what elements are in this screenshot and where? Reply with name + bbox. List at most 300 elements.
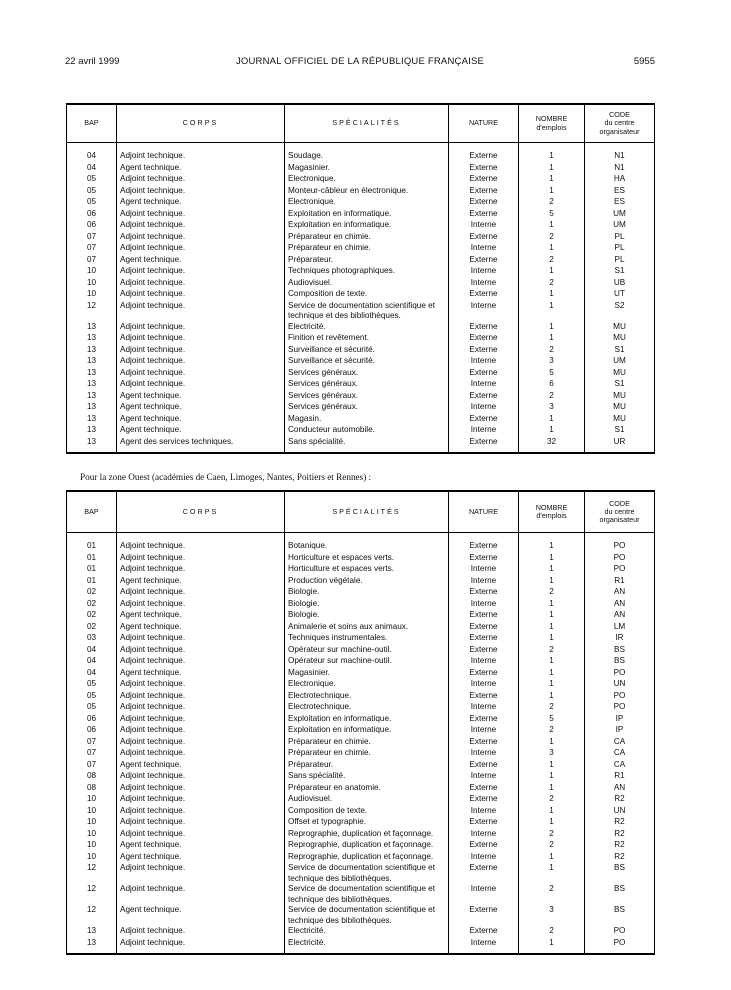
positions-table-1 xyxy=(66,103,655,454)
code-cell: BS xyxy=(585,656,655,668)
bap-cell: 10 xyxy=(67,817,117,829)
nombre-cell: 2 xyxy=(519,725,585,737)
col-header-nature: NATURE xyxy=(449,491,519,533)
specialite-cell: Exploitation en informatique. xyxy=(285,220,449,232)
nature-cell: Externe xyxy=(449,691,519,703)
table-row xyxy=(67,553,655,565)
corps-cell: Adjoint technique. xyxy=(117,938,285,950)
code-cell: R2 xyxy=(585,829,655,841)
table-row xyxy=(67,905,655,926)
table-row xyxy=(67,333,655,345)
specialite-cell: Préparateur. xyxy=(285,255,449,267)
bap-cell: 13 xyxy=(67,938,117,950)
col-header-code xyxy=(585,491,655,533)
table-row xyxy=(67,829,655,841)
specialite-cell: Exploitation en informatique. xyxy=(285,209,449,221)
corps-cell: Adjoint technique. xyxy=(117,794,285,806)
code-cell: BS xyxy=(585,645,655,657)
nombre-cell: 1 xyxy=(519,576,585,588)
nature-cell: Externe xyxy=(449,714,519,726)
nombre-cell: 5 xyxy=(519,209,585,221)
nombre-cell: 2 xyxy=(519,645,585,657)
specialite-cell: Préparateur. xyxy=(285,760,449,772)
specialite-cell: Electrotechnique. xyxy=(285,702,449,714)
nature-cell: Interne xyxy=(449,599,519,611)
nombre-cell: 5 xyxy=(519,714,585,726)
col-header-nombre-line2: d'emplois xyxy=(536,122,567,132)
bap-cell: 06 xyxy=(67,725,117,737)
nature-cell: Externe xyxy=(449,174,519,186)
nombre-cell: 1 xyxy=(519,564,585,576)
nature-cell: Externe xyxy=(449,610,519,622)
specialite-cell: Exploitation en informatique. xyxy=(285,714,449,726)
bap-cell: 04 xyxy=(67,645,117,657)
spacer-row xyxy=(67,143,655,152)
table-row xyxy=(67,645,655,657)
code-cell: R1 xyxy=(585,771,655,783)
col-header-code-line2: du centre xyxy=(604,506,635,516)
specialite-cell: Service de documentation scientifique et technique des bibliothèques. xyxy=(285,884,449,905)
bap-cell: 02 xyxy=(67,587,117,599)
bap-cell: 07 xyxy=(67,232,117,244)
code-cell: N1 xyxy=(585,151,655,163)
nombre-cell: 3 xyxy=(519,748,585,760)
code-cell: PL xyxy=(585,243,655,255)
code-cell: PL xyxy=(585,255,655,267)
corps-cell: Adjoint technique. xyxy=(117,553,285,565)
corps-cell: Adjoint technique. xyxy=(117,863,285,884)
specialite-cell: Reprographie, duplication et façonnage. xyxy=(285,840,449,852)
code-cell: PO xyxy=(585,926,655,938)
bap-cell: 10 xyxy=(67,829,117,841)
col-header-code-line1: CODE xyxy=(609,498,630,508)
nombre-cell: 2 xyxy=(519,702,585,714)
bap-cell: 13 xyxy=(67,333,117,345)
table-row xyxy=(67,368,655,380)
bap-cell: 04 xyxy=(67,163,117,175)
code-cell: CA xyxy=(585,760,655,772)
table-row xyxy=(67,863,655,884)
nombre-cell: 1 xyxy=(519,174,585,186)
nombre-cell: 1 xyxy=(519,301,585,322)
nature-cell: Externe xyxy=(449,817,519,829)
corps-cell: Adjoint technique. xyxy=(117,771,285,783)
bap-cell: 04 xyxy=(67,151,117,163)
code-cell: CA xyxy=(585,748,655,760)
code-cell: MU xyxy=(585,333,655,345)
nature-cell: Externe xyxy=(449,322,519,334)
code-cell: UM xyxy=(585,356,655,368)
corps-cell: Agent technique. xyxy=(117,402,285,414)
specialite-cell: Services généraux. xyxy=(285,391,449,403)
corps-cell: Agent technique. xyxy=(117,425,285,437)
corps-cell: Adjoint technique. xyxy=(117,186,285,198)
code-cell: PO xyxy=(585,938,655,950)
specialite-cell: Finition et revêtement. xyxy=(285,333,449,345)
corps-cell: Agent technique. xyxy=(117,576,285,588)
table-row xyxy=(67,587,655,599)
bap-cell: 13 xyxy=(67,414,117,426)
code-cell: AN xyxy=(585,783,655,795)
code-cell: R1 xyxy=(585,576,655,588)
nombre-cell: 1 xyxy=(519,760,585,772)
specialite-cell: Biologie. xyxy=(285,610,449,622)
table-row xyxy=(67,425,655,437)
nombre-cell: 1 xyxy=(519,679,585,691)
corps-cell: Adjoint technique. xyxy=(117,633,285,645)
col-header-code-line1: CODE xyxy=(609,110,630,120)
nombre-cell: 2 xyxy=(519,278,585,290)
nature-cell: Externe xyxy=(449,645,519,657)
nature-cell: Externe xyxy=(449,368,519,380)
nature-cell: Externe xyxy=(449,840,519,852)
spacer-row xyxy=(67,448,655,453)
nature-cell: Interne xyxy=(449,679,519,691)
code-cell: PO xyxy=(585,564,655,576)
table-body xyxy=(67,143,655,454)
specialite-cell: Préparateur en chimie. xyxy=(285,748,449,760)
nature-cell: Externe xyxy=(449,622,519,634)
bap-cell: 01 xyxy=(67,576,117,588)
specialite-cell: Composition de texte. xyxy=(285,806,449,818)
table-row xyxy=(67,220,655,232)
bap-cell: 10 xyxy=(67,289,117,301)
corps-cell: Adjoint technique. xyxy=(117,379,285,391)
specialite-cell: Sans spécialité. xyxy=(285,771,449,783)
code-cell: BS xyxy=(585,863,655,884)
nombre-cell: 1 xyxy=(519,737,585,749)
nature-cell: Externe xyxy=(449,633,519,645)
nature-cell: Externe xyxy=(449,345,519,357)
corps-cell: Adjoint technique. xyxy=(117,679,285,691)
table-row xyxy=(67,771,655,783)
nombre-cell: 1 xyxy=(519,186,585,198)
bap-cell: 05 xyxy=(67,702,117,714)
table-row xyxy=(67,576,655,588)
code-cell: LM xyxy=(585,622,655,634)
nombre-cell: 1 xyxy=(519,599,585,611)
corps-cell: Adjoint technique. xyxy=(117,817,285,829)
code-cell: MU xyxy=(585,414,655,426)
code-cell: UT xyxy=(585,289,655,301)
bap-cell: 07 xyxy=(67,737,117,749)
code-cell: IR xyxy=(585,633,655,645)
corps-cell: Adjoint technique. xyxy=(117,243,285,255)
specialite-cell: Composition de texte. xyxy=(285,289,449,301)
bap-cell: 12 xyxy=(67,863,117,884)
table-row xyxy=(67,209,655,221)
nature-cell: Externe xyxy=(449,163,519,175)
code-cell: ES xyxy=(585,186,655,198)
nombre-cell: 1 xyxy=(519,289,585,301)
corps-cell: Agent technique. xyxy=(117,610,285,622)
zone-intro-text: Pour la zone Ouest (académies de Caen, Limoges, Nantes, Poitiers et Rennes) : xyxy=(80,472,372,482)
table-row xyxy=(67,725,655,737)
nombre-cell: 1 xyxy=(519,322,585,334)
table-header-row xyxy=(67,104,655,143)
corps-cell: Adjoint technique. xyxy=(117,220,285,232)
specialite-cell: Electricité. xyxy=(285,938,449,950)
code-cell: S1 xyxy=(585,425,655,437)
table-row xyxy=(67,186,655,198)
nombre-cell: 1 xyxy=(519,333,585,345)
bap-cell: 04 xyxy=(67,668,117,680)
bap-cell: 13 xyxy=(67,437,117,449)
table-row xyxy=(67,926,655,938)
table-row xyxy=(67,737,655,749)
table-row xyxy=(67,289,655,301)
bap-cell: 10 xyxy=(67,794,117,806)
specialite-cell: Services généraux. xyxy=(285,368,449,380)
specialite-cell: Préparateur en chimie. xyxy=(285,232,449,244)
specialite-cell: Electricité. xyxy=(285,926,449,938)
nature-cell: Externe xyxy=(449,151,519,163)
corps-cell: Adjoint technique. xyxy=(117,333,285,345)
code-cell: S1 xyxy=(585,345,655,357)
bap-cell: 13 xyxy=(67,379,117,391)
nature-cell: Interne xyxy=(449,725,519,737)
code-cell: HA xyxy=(585,174,655,186)
code-cell: UN xyxy=(585,679,655,691)
code-cell: R2 xyxy=(585,852,655,864)
table-row xyxy=(67,938,655,950)
nature-cell: Interne xyxy=(449,356,519,368)
specialite-cell: Opérateur sur machine-outil. xyxy=(285,645,449,657)
specialite-cell: Biologie. xyxy=(285,599,449,611)
nombre-cell: 1 xyxy=(519,220,585,232)
nature-cell: Externe xyxy=(449,553,519,565)
nombre-cell: 1 xyxy=(519,414,585,426)
nombre-cell: 2 xyxy=(519,926,585,938)
code-cell: PO xyxy=(585,541,655,553)
bap-cell: 10 xyxy=(67,806,117,818)
code-cell: S1 xyxy=(585,266,655,278)
code-cell: AN xyxy=(585,599,655,611)
specialite-cell: Reprographie, duplication et façonnage. xyxy=(285,852,449,864)
code-cell: N1 xyxy=(585,163,655,175)
bap-cell: 02 xyxy=(67,610,117,622)
nombre-cell: 2 xyxy=(519,345,585,357)
corps-cell: Adjoint technique. xyxy=(117,368,285,380)
nature-cell: Externe xyxy=(449,905,519,926)
corps-cell: Adjoint technique. xyxy=(117,926,285,938)
bap-cell: 02 xyxy=(67,622,117,634)
code-cell: R2 xyxy=(585,794,655,806)
table-row xyxy=(67,656,655,668)
code-cell: BS xyxy=(585,905,655,926)
bap-cell: 13 xyxy=(67,368,117,380)
bap-cell: 05 xyxy=(67,679,117,691)
nature-cell: Interne xyxy=(449,266,519,278)
nature-cell: Externe xyxy=(449,255,519,267)
table-row xyxy=(67,266,655,278)
corps-cell: Adjoint technique. xyxy=(117,278,285,290)
nombre-cell: 1 xyxy=(519,610,585,622)
nature-cell: Externe xyxy=(449,333,519,345)
nature-cell: Externe xyxy=(449,587,519,599)
nombre-cell: 1 xyxy=(519,852,585,864)
corps-cell: Agent des services techniques. xyxy=(117,437,285,449)
specialite-cell: Exploitation en informatique. xyxy=(285,725,449,737)
code-cell: R2 xyxy=(585,840,655,852)
nature-cell: Interne xyxy=(449,702,519,714)
table-row xyxy=(67,232,655,244)
code-cell: BS xyxy=(585,884,655,905)
nombre-cell: 2 xyxy=(519,255,585,267)
nature-cell: Externe xyxy=(449,794,519,806)
bap-cell: 12 xyxy=(67,884,117,905)
nature-cell: Interne xyxy=(449,829,519,841)
bap-cell: 07 xyxy=(67,255,117,267)
table-row xyxy=(67,437,655,449)
code-cell: IP xyxy=(585,725,655,737)
corps-cell: Adjoint technique. xyxy=(117,691,285,703)
nombre-cell: 1 xyxy=(519,541,585,553)
nature-cell: Interne xyxy=(449,278,519,290)
nombre-cell: 32 xyxy=(519,437,585,449)
col-header-code-line3: organisateur xyxy=(599,126,640,136)
nombre-cell: 3 xyxy=(519,356,585,368)
nature-cell: Externe xyxy=(449,760,519,772)
corps-cell: Agent technique. xyxy=(117,255,285,267)
specialite-cell: Electronique. xyxy=(285,197,449,209)
table-row xyxy=(67,633,655,645)
nature-cell: Interne xyxy=(449,748,519,760)
specialite-cell: Offset et typographie. xyxy=(285,817,449,829)
bap-cell: 06 xyxy=(67,714,117,726)
specialite-cell: Surveillance et sécurité. xyxy=(285,345,449,357)
code-cell: UM xyxy=(585,209,655,221)
table-row xyxy=(67,610,655,622)
bap-cell: 05 xyxy=(67,691,117,703)
specialite-cell: Animalerie et soins aux animaux. xyxy=(285,622,449,634)
nature-cell: Externe xyxy=(449,186,519,198)
specialite-cell: Magasinier. xyxy=(285,163,449,175)
table-row xyxy=(67,852,655,864)
specialite-cell: Techniques instrumentales. xyxy=(285,633,449,645)
table-header-row xyxy=(67,491,655,533)
nombre-cell: 2 xyxy=(519,391,585,403)
bap-cell: 13 xyxy=(67,356,117,368)
nature-cell: Interne xyxy=(449,656,519,668)
bap-cell: 07 xyxy=(67,748,117,760)
specialite-cell: Techniques photographiques. xyxy=(285,266,449,278)
nature-cell: Interne xyxy=(449,884,519,905)
bap-cell: 12 xyxy=(67,905,117,926)
corps-cell: Adjoint technique. xyxy=(117,714,285,726)
table-row xyxy=(67,760,655,772)
table-row xyxy=(67,391,655,403)
specialite-cell: Sans spécialité. xyxy=(285,437,449,449)
specialite-cell: Services généraux. xyxy=(285,402,449,414)
table-row xyxy=(67,679,655,691)
specialite-cell: Electricité. xyxy=(285,322,449,334)
nombre-cell: 1 xyxy=(519,163,585,175)
nature-cell: Externe xyxy=(449,197,519,209)
spacer-row xyxy=(67,949,655,954)
code-cell: R2 xyxy=(585,817,655,829)
bap-cell: 03 xyxy=(67,633,117,645)
bap-cell: 01 xyxy=(67,541,117,553)
table-row xyxy=(67,163,655,175)
nombre-cell: 5 xyxy=(519,368,585,380)
table-row xyxy=(67,278,655,290)
nature-cell: Externe xyxy=(449,783,519,795)
table-row xyxy=(67,622,655,634)
nombre-cell: 1 xyxy=(519,806,585,818)
bap-cell: 04 xyxy=(67,656,117,668)
nature-cell: Interne xyxy=(449,402,519,414)
specialite-cell: Opérateur sur machine-outil. xyxy=(285,656,449,668)
corps-cell: Adjoint technique. xyxy=(117,599,285,611)
corps-cell: Agent technique. xyxy=(117,760,285,772)
nature-cell: Externe xyxy=(449,668,519,680)
specialite-cell: Production végétale. xyxy=(285,576,449,588)
table-row xyxy=(67,322,655,334)
specialite-cell: Horticulture et espaces verts. xyxy=(285,553,449,565)
corps-cell: Adjoint technique. xyxy=(117,322,285,334)
specialite-cell: Service de documentation scientifique et technique et des bibliothèques. xyxy=(285,301,449,322)
code-cell: ES xyxy=(585,197,655,209)
nature-cell: Externe xyxy=(449,737,519,749)
specialite-cell: Service de documentation scientifique et technique des bibliothèques. xyxy=(285,863,449,884)
bap-cell: 10 xyxy=(67,840,117,852)
nombre-cell: 1 xyxy=(519,691,585,703)
corps-cell: Adjoint technique. xyxy=(117,587,285,599)
table-row xyxy=(67,379,655,391)
table-row xyxy=(67,243,655,255)
journal-title: JOURNAL OFFICIEL DE LA RÉPUBLIQUE FRANÇAISE xyxy=(235,56,485,67)
bap-cell: 01 xyxy=(67,553,117,565)
corps-cell: Adjoint technique. xyxy=(117,301,285,322)
table-row xyxy=(67,541,655,553)
nature-cell: Interne xyxy=(449,243,519,255)
corps-cell: Agent technique. xyxy=(117,163,285,175)
bap-cell: 10 xyxy=(67,852,117,864)
col-header-nature: NATURE xyxy=(449,104,519,143)
bap-cell: 13 xyxy=(67,322,117,334)
code-cell: UB xyxy=(585,278,655,290)
corps-cell: Adjoint technique. xyxy=(117,884,285,905)
bap-cell: 10 xyxy=(67,266,117,278)
bap-cell: 06 xyxy=(67,220,117,232)
bap-cell: 12 xyxy=(67,301,117,322)
specialite-cell: Préparateur en anatomie. xyxy=(285,783,449,795)
nombre-cell: 2 xyxy=(519,587,585,599)
specialite-cell: Service de documentation scientifique et technique des bibliothèques. xyxy=(285,905,449,926)
corps-cell: Adjoint technique. xyxy=(117,151,285,163)
table-row xyxy=(67,702,655,714)
specialite-cell: Préparateur en chimie. xyxy=(285,243,449,255)
nombre-cell: 1 xyxy=(519,817,585,829)
code-cell: MU xyxy=(585,322,655,334)
nature-cell: Externe xyxy=(449,209,519,221)
corps-cell: Agent technique. xyxy=(117,622,285,634)
code-cell: MU xyxy=(585,402,655,414)
code-cell: CA xyxy=(585,737,655,749)
corps-cell: Agent technique. xyxy=(117,391,285,403)
table-row xyxy=(67,794,655,806)
table-row xyxy=(67,414,655,426)
code-cell: AN xyxy=(585,610,655,622)
bap-cell: 06 xyxy=(67,209,117,221)
code-cell: PL xyxy=(585,232,655,244)
corps-cell: Agent technique. xyxy=(117,197,285,209)
nature-cell: Externe xyxy=(449,926,519,938)
col-header-bap: BAP xyxy=(67,104,117,143)
specialite-cell: Conducteur automobile. xyxy=(285,425,449,437)
corps-cell: Adjoint technique. xyxy=(117,209,285,221)
